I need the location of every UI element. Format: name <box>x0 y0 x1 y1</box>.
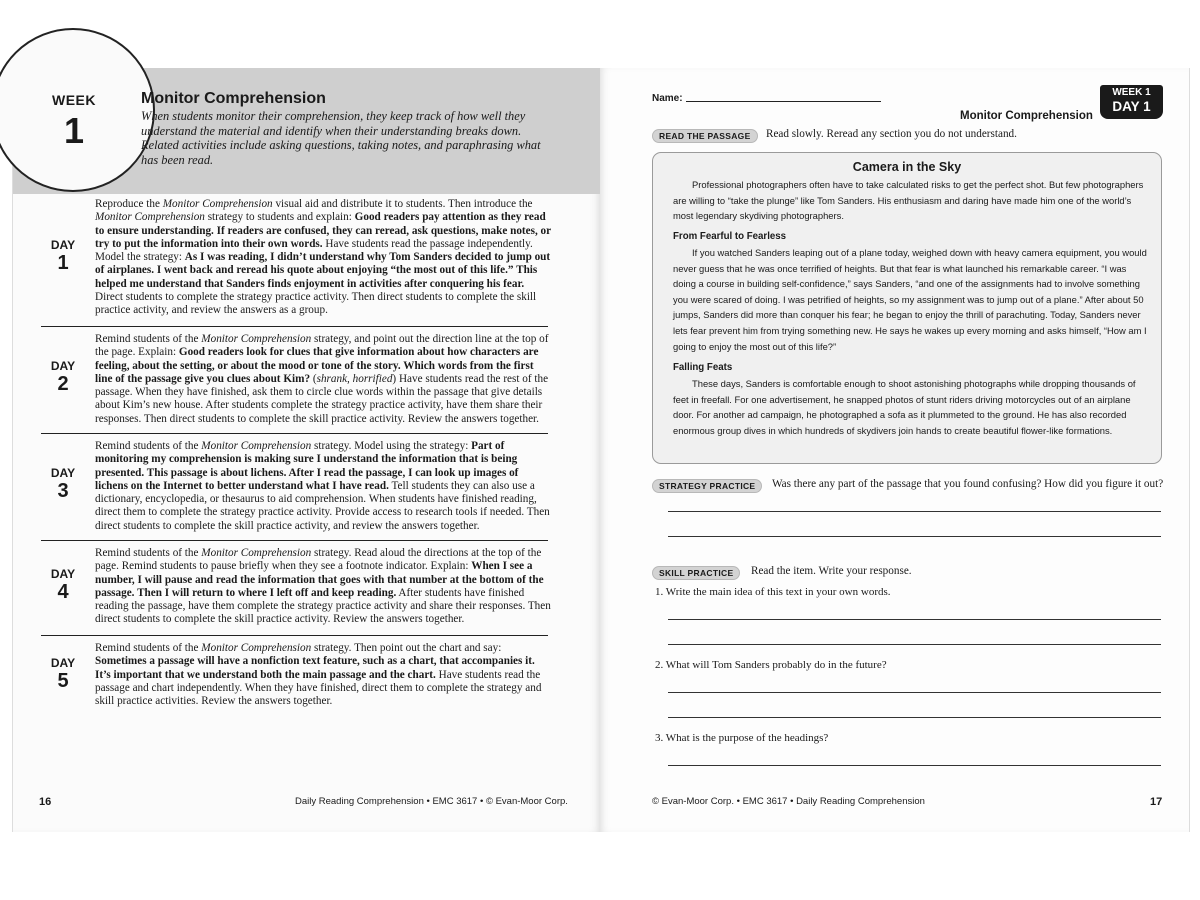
day-row-1 <box>41 192 551 324</box>
day-1-text: Reproduce the Monitor Comprehension visual aid and distribute it to students. Then introduce the Monitor Comprehension strategy to students and explain: Good readers pay attention as they read to ensure understanding. If readers are confused, they can reread, ask questions, make notes, or try to put the information into their own words. Have students read the passage independently. Model the strategy: As I was reading, I didn’t understand why Tom Sanders decided to jump out of airplanes. I went back and reread his quote about enjoying “the most out of this life.” This helped me understand that Sanders finds enjoyment in activities after conquering his fear. Direct students to complete the strategy practice activity. Then direct students to complete the skill practice activity, and review the answers as a group. <box>95 198 551 317</box>
day-label-5: DAY 5 <box>50 656 76 692</box>
strategy-question: Was there any part of the passage that you found confusing? How did you figure it out? <box>772 478 1164 490</box>
week-day-badge <box>1100 85 1163 119</box>
day-row-5 <box>41 635 548 716</box>
passage-title: Camera in the Sky <box>852 160 962 174</box>
question-3: 3. What is the purpose of the headings? <box>655 732 829 744</box>
day-label-3: DAY 3 <box>50 466 76 502</box>
skill-instruction: Read the item. Write your response. <box>751 565 912 577</box>
badge-day: DAY 1 <box>1112 99 1151 114</box>
badge-week: WEEK 1 <box>1112 87 1151 98</box>
answer-line[interactable] <box>668 536 1161 537</box>
passage-intro: Professional photographers often have to take calculated risks to get the perfect shot. But few photographers are willing to “take the plunge” like Tom Sanders. His enthusiasm and daring have made him one of the world’s most legendary skydiving photographers. <box>673 179 1144 222</box>
question-1: 1. Write the main idea of this text in your own words. <box>655 586 891 598</box>
day-3-text: Remind students of the Monitor Comprehension strategy. Model using the strategy: Part of monitoring my comprehension is making sure I understand the information that is being presented. This passage is about lichens. After I read the passage, I can look up images of lichens on the Internet to better understand what I have read. Tell students they can also use a dictionary, encyclopedia, or thesaurus to aid comprehension. When students have finished reading, direct them to complete the strategy practice activity. Provide access to research tools if needed. Then direct students to complete the skill practice activity, and review the answers together. <box>95 440 550 532</box>
day-2-text: Remind students of the Monitor Comprehension strategy, and point out the direction line at the top of the page. Explain: Good readers look for clues that give information about how characters are feeling, about the setting, or about the mood or tone of the story. Which words from the first line of the passage give you clues about Kim? (shrank, horrified) Have students read the rest of the passage. When they have finished, ask them to circle clue words within the passage that give details about Kim’s new house. After students complete the strategy practice activity, have them share their responses. Then direct students to complete the skill practice activity. Review the answers together. <box>95 333 549 425</box>
footer-right: © Evan-Moor Corp. • EMC 3617 • Daily Reading Comprehension <box>652 796 925 807</box>
answer-line[interactable] <box>668 644 1161 645</box>
page-title: Monitor Comprehension <box>141 90 326 107</box>
day-label-2: DAY 2 <box>50 359 76 395</box>
question-2: 2. What will Tom Sanders probably do in the future? <box>655 659 887 671</box>
name-label: Name: <box>652 93 683 104</box>
answer-line[interactable] <box>668 619 1161 620</box>
header-title: Monitor Comprehension <box>960 110 1093 122</box>
strategy-practice-tag: STRATEGY PRACTICE <box>652 479 762 493</box>
answer-line[interactable] <box>668 765 1161 766</box>
right-page <box>600 68 1190 832</box>
week-number: 1 <box>63 110 85 151</box>
day-row-4 <box>41 540 551 635</box>
skill-practice-tag: SKILL PRACTICE <box>652 566 740 580</box>
passage-box <box>652 152 1162 464</box>
day-4-text: Remind students of the Monitor Comprehension strategy. Read aloud the directions at the top of the page. Remind students to pause briefly when they see a footnote indicator. Explain: When I see a number, I will pause and read the information that goes with that number at the bottom of the passage. Then I will return to where I left off and keep reading. After students have finished reading the passage, have them complete the strategy practice activity and share their responses. Then direct students to complete the skill practice activity. Review the answers together. <box>95 547 551 626</box>
page-number-right: 17 <box>1150 796 1163 808</box>
passage-paragraph-2: These days, Sanders is comfortable enough to shoot astonishing photographs while dropping thousands of feet in freefall. For one advertisement, he snapped photos of stunt riders driving motorcycles out of an airplane door. For another ad campaign, he photographed a sofa as it plummeted to the ground. He has also recorded enormous group dives in which hundreds of skydivers join hands to create beautiful flower-like formations. <box>673 378 1136 436</box>
week-banner <box>13 68 602 194</box>
day-row-3 <box>41 433 548 540</box>
footer-left: Daily Reading Comprehension • EMC 3617 • © Evan-Moor Corp. <box>295 796 568 807</box>
answer-line[interactable] <box>668 511 1161 512</box>
day-label-1: DAY 1 <box>50 238 76 274</box>
read-instruction: Read slowly. Reread any section you do not understand. <box>766 128 1017 140</box>
page-number-left: 16 <box>39 796 52 808</box>
strategy-description: When students monitor their comprehension, they keep track of how well they understand the material and identify when their understanding breaks down. Related activities include asking questions, taking notes, and paraphrasing what has been read. <box>141 109 541 167</box>
passage-heading-2: Falling Feats <box>673 362 733 373</box>
name-line[interactable] <box>686 101 881 102</box>
read-passage-tag: READ THE PASSAGE <box>652 129 758 143</box>
answer-line[interactable] <box>668 692 1161 693</box>
answer-line[interactable] <box>668 717 1161 718</box>
passage-paragraph-1: If you watched Sanders leaping out of a plane today, weighed down with heavy camera equipment, you would never guess that he was once terrified of heights. But that fear is what launched his remarkable career. “I was doing a course in building self-confidence,” says Sanders, “and one of the assignments had to involve something you were scared of doing. I was petrified of heights, so my assignment was to jump out of a plane.” After about 50 jumps, Sanders did more than conquer his fear; he began to enjoy the thrill of parachuting. Today, Sanders never lets fear prevent him from trying something new. He says he wakes up every morning and asks himself, “How am I going to enjoy the most out of this life?” <box>673 247 1147 352</box>
left-page <box>12 68 600 832</box>
passage-heading-1: From Fearful to Fearless <box>673 231 787 242</box>
week-label: WEEK <box>52 92 96 108</box>
day-row-2 <box>41 326 548 433</box>
day-5-text: Remind students of the Monitor Comprehension strategy. Then point out the chart and say: Sometimes a passage will have a nonfiction text feature, such as a chart, that accompanies it. It’s important that we understand both the main passage and the chart. Have students read the passage and chart independently. When they have finished, direct them to complete the strategy and skill practice activities. Review the answers together. <box>95 642 542 708</box>
day-label-4: DAY 4 <box>50 567 76 603</box>
